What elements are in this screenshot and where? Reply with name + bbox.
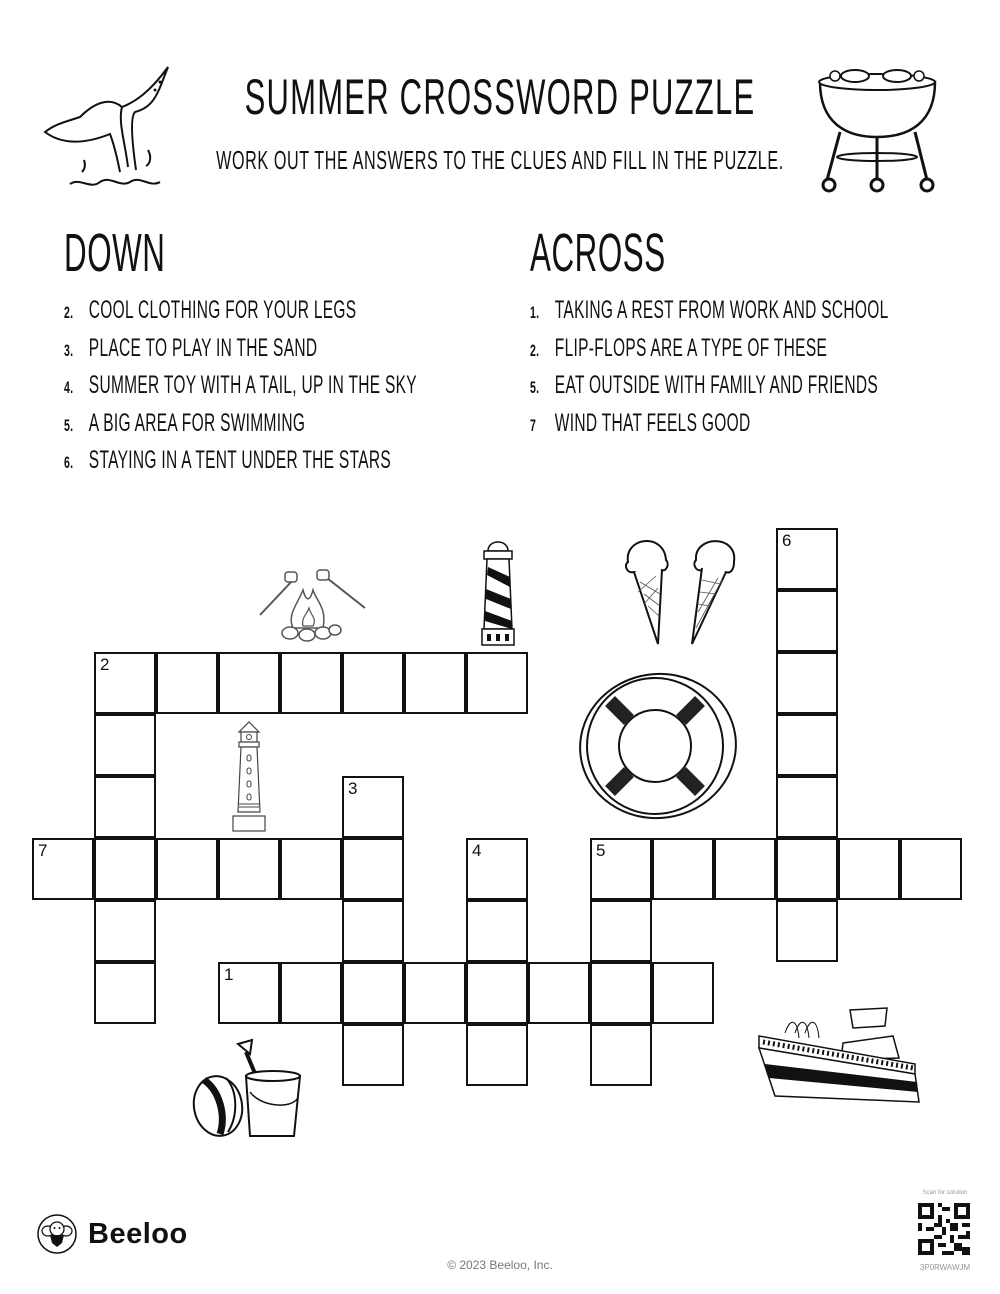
clue-number: 3 bbox=[348, 779, 358, 798]
clue-number: 1 bbox=[224, 965, 234, 984]
crossword-cell[interactable] bbox=[94, 776, 156, 838]
brand-logo bbox=[36, 1213, 188, 1255]
cell-input[interactable] bbox=[716, 840, 774, 898]
across-clue: 7 WIND THAT FEELS GOOD bbox=[530, 408, 751, 437]
cell-input[interactable] bbox=[592, 902, 650, 960]
crossword-cell[interactable] bbox=[280, 652, 342, 714]
crossword-cell[interactable] bbox=[466, 652, 528, 714]
crossword-cell[interactable] bbox=[776, 900, 838, 962]
cell-input[interactable] bbox=[778, 592, 836, 650]
across-heading: ACROSS bbox=[530, 223, 666, 283]
cell-input[interactable] bbox=[468, 902, 526, 960]
crossword-cell[interactable] bbox=[94, 838, 156, 900]
crossword-cell[interactable] bbox=[466, 900, 528, 962]
cell-input[interactable] bbox=[220, 964, 278, 1022]
crossword-cell[interactable] bbox=[838, 838, 900, 900]
qr-label: Scan for solution bbox=[922, 1190, 968, 1196]
cell-input[interactable] bbox=[34, 840, 92, 898]
cell-input[interactable] bbox=[344, 902, 402, 960]
crossword-cell[interactable] bbox=[776, 528, 838, 590]
striped-lighthouse-icon bbox=[478, 537, 518, 647]
crossword-cell[interactable] bbox=[342, 962, 404, 1024]
across-clue: 5. EAT OUTSIDE WITH FAMILY AND FRIENDS bbox=[530, 371, 878, 399]
ice-cream-cones-icon bbox=[622, 532, 752, 647]
crossword-cell[interactable] bbox=[652, 962, 714, 1024]
crossword-cell[interactable] bbox=[94, 900, 156, 962]
cell-input[interactable] bbox=[778, 530, 836, 588]
cell-input[interactable] bbox=[96, 964, 154, 1022]
clue-number: 2 bbox=[100, 655, 110, 674]
crossword-cell[interactable] bbox=[590, 1024, 652, 1086]
qr-code-text: 3P0RWAWJM bbox=[919, 1263, 971, 1272]
clue-number: 4 bbox=[472, 841, 482, 860]
whale-tail-icon bbox=[40, 62, 180, 197]
cell-input[interactable] bbox=[406, 964, 464, 1022]
crossword-cell[interactable] bbox=[342, 900, 404, 962]
crossword-cell[interactable] bbox=[590, 962, 652, 1024]
cell-input[interactable] bbox=[96, 840, 154, 898]
crossword-cell[interactable] bbox=[652, 838, 714, 900]
copyright: © 2023 Beeloo, Inc. bbox=[447, 1258, 553, 1272]
qr-code-icon[interactable] bbox=[918, 1203, 970, 1255]
clue-number: 5 bbox=[596, 841, 606, 860]
crossword-cell[interactable] bbox=[342, 838, 404, 900]
cell-input[interactable] bbox=[902, 840, 960, 898]
lifebuoy-icon bbox=[572, 662, 742, 832]
cell-input[interactable] bbox=[220, 840, 278, 898]
crossword-cell[interactable] bbox=[404, 962, 466, 1024]
cell-input[interactable] bbox=[344, 654, 402, 712]
crossword-cell[interactable] bbox=[590, 900, 652, 962]
across-clue: 1. TAKING A REST FROM WORK AND SCHOOL bbox=[530, 296, 889, 324]
crossword-cell[interactable] bbox=[94, 652, 156, 714]
crossword-cell[interactable] bbox=[466, 1024, 528, 1086]
boat-icon bbox=[755, 998, 925, 1108]
crossword-cell[interactable] bbox=[776, 652, 838, 714]
crossword-cell[interactable] bbox=[590, 838, 652, 900]
across-clue-list bbox=[530, 296, 1000, 446]
cell-input[interactable] bbox=[468, 654, 526, 712]
cell-input[interactable] bbox=[96, 902, 154, 960]
crossword-cell[interactable] bbox=[280, 962, 342, 1024]
cell-input[interactable] bbox=[96, 778, 154, 836]
down-clue: 5. A BIG AREA FOR SWIMMING bbox=[64, 408, 306, 437]
cell-input[interactable] bbox=[344, 840, 402, 898]
down-clue: 4. SUMMER TOY WITH A TAIL, UP IN THE SKY bbox=[64, 371, 417, 399]
grill-icon bbox=[815, 62, 945, 197]
crossword-cell[interactable] bbox=[776, 776, 838, 838]
crossword-cell[interactable] bbox=[218, 962, 280, 1024]
cell-input[interactable] bbox=[468, 964, 526, 1022]
beach-ball-bucket-icon bbox=[190, 1036, 310, 1141]
crossword-cell[interactable] bbox=[714, 838, 776, 900]
cell-input[interactable] bbox=[778, 840, 836, 898]
page-subtitle: WORK OUT THE ANSWERS TO THE CLUES AND FILL IN THE PUZZLE. bbox=[216, 145, 784, 175]
cell-input[interactable] bbox=[158, 840, 216, 898]
cell-input[interactable] bbox=[592, 840, 650, 898]
crossword-cell[interactable] bbox=[466, 838, 528, 900]
cell-input[interactable] bbox=[344, 778, 402, 836]
cell-input[interactable] bbox=[778, 778, 836, 836]
cell-input[interactable] bbox=[158, 654, 216, 712]
cell-input[interactable] bbox=[778, 654, 836, 712]
crossword-cell[interactable] bbox=[900, 838, 962, 900]
cell-input[interactable] bbox=[344, 1026, 402, 1084]
crossword-cell[interactable] bbox=[404, 652, 466, 714]
cell-input[interactable] bbox=[468, 840, 526, 898]
crossword-cell[interactable] bbox=[280, 838, 342, 900]
cell-input[interactable] bbox=[468, 1026, 526, 1084]
crossword-cell[interactable] bbox=[528, 962, 590, 1024]
crossword-cell[interactable] bbox=[94, 962, 156, 1024]
cell-input[interactable] bbox=[654, 964, 712, 1022]
down-clue: 2. COOL CLOTHING FOR YOUR LEGS bbox=[64, 296, 357, 324]
cell-input[interactable] bbox=[592, 964, 650, 1022]
bee-logo-icon bbox=[36, 1213, 78, 1255]
crossword-cell[interactable] bbox=[466, 962, 528, 1024]
crossword-cell[interactable] bbox=[776, 838, 838, 900]
cell-input[interactable] bbox=[778, 902, 836, 960]
crossword-cell[interactable] bbox=[776, 590, 838, 652]
cell-input[interactable] bbox=[530, 964, 588, 1022]
cell-input[interactable] bbox=[592, 1026, 650, 1084]
crossword-cell[interactable] bbox=[156, 838, 218, 900]
crossword-cell[interactable] bbox=[342, 652, 404, 714]
clue-number: 7 bbox=[38, 841, 48, 860]
campfire-icon bbox=[255, 560, 370, 642]
across-clue: 2. FLIP-FLOPS ARE A TYPE OF THESE bbox=[530, 333, 828, 362]
crossword-cell[interactable] bbox=[156, 652, 218, 714]
cell-input[interactable] bbox=[654, 840, 712, 898]
crossword-cell[interactable] bbox=[342, 776, 404, 838]
crossword-cell[interactable] bbox=[342, 1024, 404, 1086]
crossword-cell[interactable] bbox=[776, 714, 838, 776]
lighthouse-icon bbox=[228, 720, 270, 835]
page-title: SUMMER CROSSWORD PUZZLE bbox=[244, 69, 756, 125]
cell-input[interactable] bbox=[282, 654, 340, 712]
brand-name: Beeloo bbox=[88, 1217, 188, 1250]
cell-input[interactable] bbox=[406, 654, 464, 712]
cell-input[interactable] bbox=[840, 840, 898, 898]
down-clue: 6. STAYING IN A TENT UNDER THE STARS bbox=[64, 446, 392, 474]
clue-number: 6 bbox=[782, 531, 792, 550]
cell-input[interactable] bbox=[344, 964, 402, 1022]
cell-input[interactable] bbox=[282, 840, 340, 898]
cell-input[interactable] bbox=[96, 654, 154, 712]
cell-input[interactable] bbox=[282, 964, 340, 1022]
cell-input[interactable] bbox=[220, 654, 278, 712]
crossword-cell[interactable] bbox=[94, 714, 156, 776]
crossword-cell[interactable] bbox=[218, 838, 280, 900]
cell-input[interactable] bbox=[778, 716, 836, 774]
crossword-cell[interactable] bbox=[218, 652, 280, 714]
cell-input[interactable] bbox=[96, 716, 154, 774]
crossword-cell[interactable] bbox=[32, 838, 94, 900]
down-heading: DOWN bbox=[64, 223, 166, 283]
down-clue: 3. PLACE TO PLAY IN THE SAND bbox=[64, 333, 318, 362]
